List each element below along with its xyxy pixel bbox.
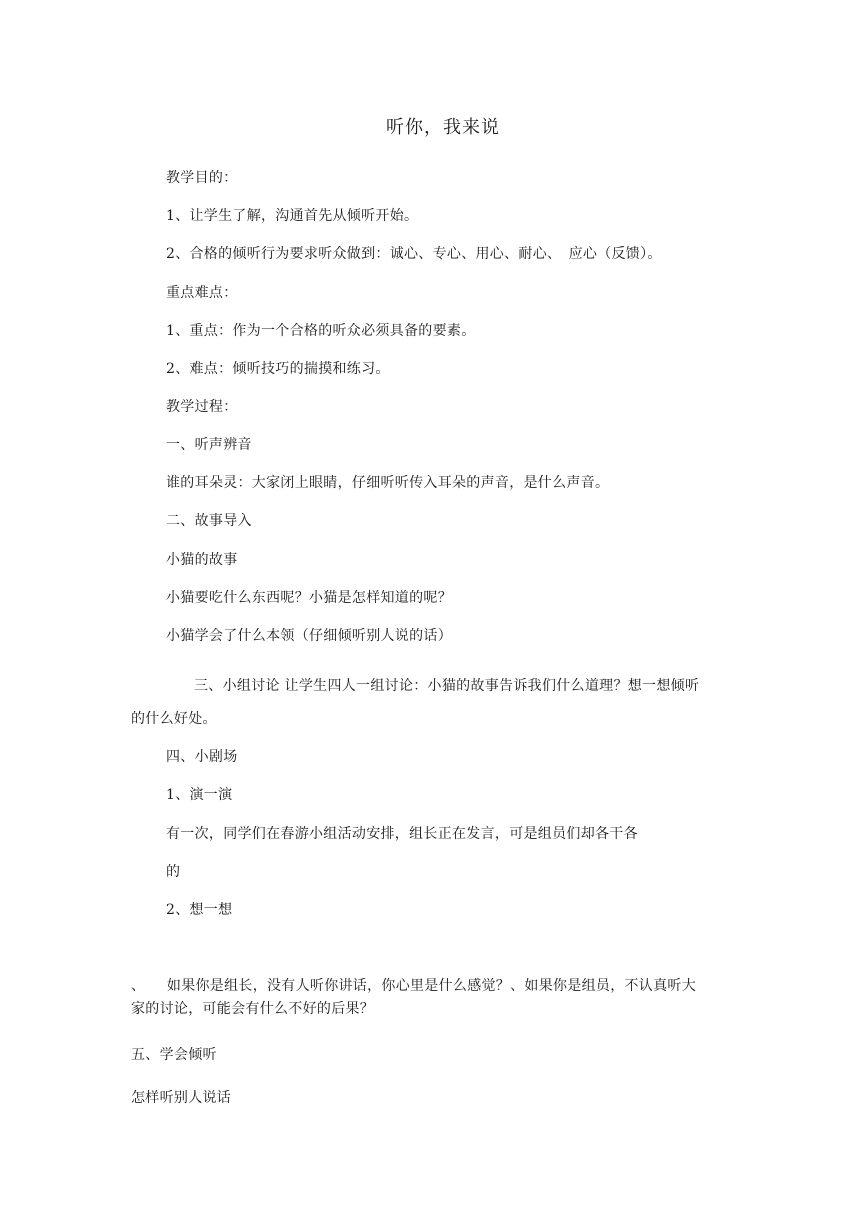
section-one-text: 谁的耳朵灵：大家闭上眼睛，仔细听听传入耳朵的声音，是什么声音。 — [166, 475, 610, 491]
goal-item-1: 1、让学生了解，沟通首先从倾听开始。 — [166, 208, 419, 224]
act-it-out-text-end: 的 — [166, 864, 181, 880]
story-title: 小猫的故事 — [166, 552, 238, 568]
section-five-heading: 五、学会倾听 — [131, 1047, 217, 1063]
section-three-line-1: 三、小组讨论 让学生四人一组讨论：小猫的故事告诉我们什么道理？想一想倾听 — [194, 678, 700, 694]
questions-line-1: 、 如果你是组长，没有人听你讲话，你心里是什么感觉？、如果你是组员，不认真听大 — [131, 978, 696, 994]
how-to-listen-text: 怎样听别人说话 — [131, 1090, 232, 1106]
key-points-heading: 重点难点： — [166, 285, 238, 301]
act-it-out-heading: 1、演一演 — [166, 787, 233, 803]
document-title: 听你，我来说 — [386, 117, 500, 138]
key-point-2: 2、难点：倾听技巧的揣摸和练习。 — [166, 361, 390, 377]
act-it-out-text: 有一次，同学们在春游小组活动安排，组长正在发言，可是组员们却各干各 — [166, 826, 638, 842]
story-question: 小猫要吃什么东西呢？小猫是怎样知道的呢？ — [166, 590, 452, 606]
teaching-goals-heading: 教学目的： — [166, 170, 238, 186]
goal-item-2: 2、合格的倾听行为要求听众做到：诚心、专心、用心、耐心、 应心（反馈）。 — [166, 246, 662, 262]
think-about-it-heading: 2、想一想 — [166, 902, 233, 918]
section-two-heading: 二、故事导入 — [166, 513, 252, 529]
teaching-process-heading: 教学过程： — [166, 399, 238, 415]
key-point-1: 1、重点：作为一个合格的听众必须具备的要素。 — [166, 323, 476, 339]
section-three-line-2: 的什么好处。 — [131, 711, 217, 727]
section-one-heading: 一、听声辨音 — [166, 437, 252, 453]
story-skill: 小猫学会了什么本领（仔细倾听别人说的话） — [166, 628, 452, 644]
section-four-heading: 四、小剧场 — [166, 749, 238, 765]
questions-line-2: 家的讨论，可能会有什么不好的后果？ — [131, 1001, 375, 1017]
